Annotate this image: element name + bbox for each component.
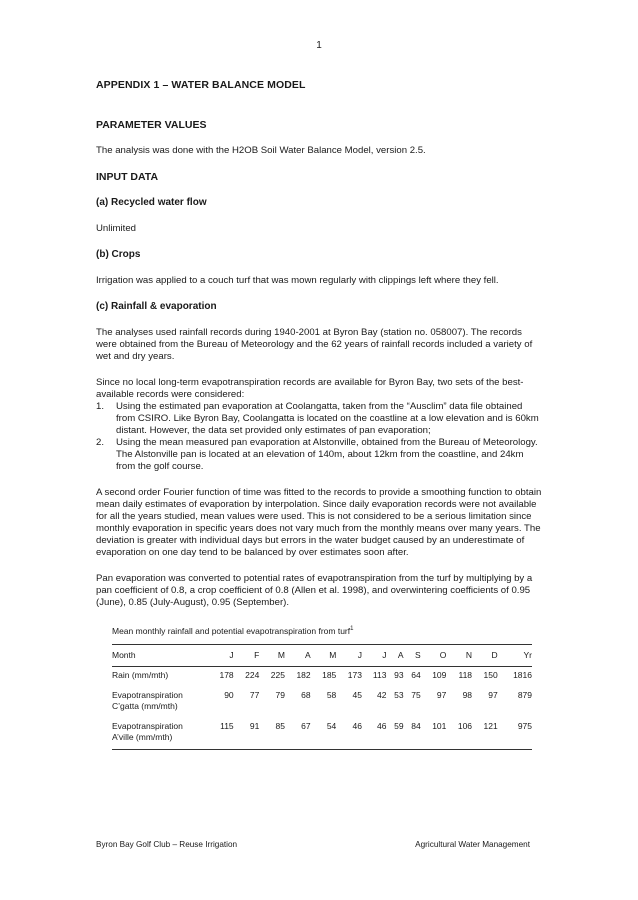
table-cell: 225 xyxy=(270,669,285,680)
table-caption-text: Mean monthly rainfall and potential evapotranspiration from turf xyxy=(112,625,351,636)
table-cell: 42 xyxy=(377,689,387,700)
table-cell: 75 xyxy=(411,689,421,700)
column-header: S xyxy=(404,644,421,666)
row-label xyxy=(112,718,208,750)
column-header: D xyxy=(472,644,498,666)
rainfall-evaporation-table xyxy=(112,644,532,750)
row-label-line-1: Evapotranspiration xyxy=(112,689,183,700)
row-label-line-1: Rain (mm/mth) xyxy=(112,669,169,680)
table-cell: 97 xyxy=(436,689,447,700)
rainfall-paragraph-3: A second order Fourier function of time was fitted to the records to provide a smoothing function to obtain mean daily estimates of evaporation by interpolation. Since daily evaporation records were not available for all the years studied, mean values were used. This is not considered to be a serious limitation since monthly evaporation in specific years does not vary much from the monthly means over many years. The deviation is greater with individual days but errors in the water budget caused by an underestimate of evaporation on one day tend to be balanced by over estimates soon after. xyxy=(96,487,542,558)
table-cell: 90 xyxy=(224,689,234,700)
crops-text: Irrigation was applied to a couch turf that was mown regularly with clippings left where they fell. xyxy=(96,275,499,286)
column-header: N xyxy=(446,644,472,666)
table-cell: 79 xyxy=(275,689,285,700)
table-cell: 975 xyxy=(498,718,532,750)
table-cell: 98 xyxy=(462,689,473,700)
table-cell: 185 xyxy=(322,669,337,680)
table-cell: 58 xyxy=(326,689,337,700)
column-header: O xyxy=(421,644,447,666)
table-cell: 68 xyxy=(301,689,311,700)
list-item-number: 2. xyxy=(96,437,105,448)
crops-heading: (b) Crops xyxy=(96,249,141,260)
table-cell: 118 xyxy=(458,669,473,680)
column-header: A xyxy=(386,644,403,666)
list-item-text: Using the estimated pan evaporation at Coolangatta, taken from the “Ausclim” data file obtained from CSIRO. Like Byron Bay, Coolangatta is located on the coastline at a low elevation and is 60km distant. However, the data set provided only estimates of pan evaporation; xyxy=(116,401,539,436)
footer-right: Agricultural Water Management xyxy=(415,840,530,849)
table-cell: 224 xyxy=(245,669,260,680)
evaporation-sources-list xyxy=(96,401,542,473)
table-cell: 879 xyxy=(517,689,532,700)
table-row xyxy=(112,718,532,750)
column-header: J xyxy=(208,644,234,666)
table-cell: 115 xyxy=(208,718,234,750)
table-header-row xyxy=(112,644,532,666)
appendix-title: APPENDIX 1 – WATER BALANCE MODEL xyxy=(96,79,306,91)
input-data-heading: INPUT DATA xyxy=(96,171,159,183)
column-header: J xyxy=(336,644,362,666)
table-row xyxy=(112,687,532,718)
table-cell: 97 xyxy=(488,689,498,700)
table-cell: 178 xyxy=(219,669,234,680)
parameter-values-heading: PARAMETER VALUES xyxy=(96,119,207,131)
table-cell: 46 xyxy=(362,718,387,750)
rainfall-heading: (c) Rainfall & evaporation xyxy=(96,301,217,312)
table-cell: 109 xyxy=(432,669,447,680)
table-cell: 106 xyxy=(446,718,472,750)
parameter-values-text: The analysis was done with the H2OB Soil Water Balance Model, version 2.5. xyxy=(96,145,426,156)
table-cell: 121 xyxy=(472,718,498,750)
table-cell: 67 xyxy=(285,718,311,750)
row-label xyxy=(112,666,208,687)
table-cell: 64 xyxy=(411,669,421,680)
table-caption-footnote-mark: 1 xyxy=(350,626,354,632)
table-cell: 54 xyxy=(311,718,337,750)
recycled-water-heading: (a) Recycled water flow xyxy=(96,197,207,208)
page-number: 1 xyxy=(316,40,322,51)
table-cell: 59 xyxy=(386,718,403,750)
table-cell: 101 xyxy=(421,718,447,750)
row-label xyxy=(112,687,208,718)
column-header: Month xyxy=(112,644,208,666)
table-cell: 84 xyxy=(404,718,421,750)
list-item xyxy=(96,401,542,437)
list-item-number: 1. xyxy=(96,401,105,412)
footer-left: Byron Bay Golf Club – Reuse Irrigation xyxy=(96,840,238,849)
row-label-line-2: C’gatta (mm/mth) xyxy=(112,700,178,711)
row-label-line-1: Evapotranspiration xyxy=(112,720,183,731)
table-cell: 91 xyxy=(234,718,260,750)
rainfall-paragraph-4: Pan evaporation was converted to potential rates of evapotranspiration from the turf by multiplying by a pan coefficient of 0.8, a crop coefficient of 0.8 (Allen et al. 1998), and overwintering coefficients of 0.95 (June), 0.85 (July-August), 0.95 (September). xyxy=(96,573,533,608)
table-cell: 93 xyxy=(394,669,404,680)
rainfall-paragraph-2: Since no local long-term evapotranspiration records are available for Byron Bay, two sets of the best-available records were considered: xyxy=(96,377,524,400)
document-body xyxy=(96,79,542,750)
column-header: F xyxy=(234,644,260,666)
table-cell: 46 xyxy=(336,718,362,750)
table-cell: 150 xyxy=(483,669,498,680)
column-header: M xyxy=(311,644,337,666)
table-row xyxy=(112,666,532,687)
table-cell: 1816 xyxy=(513,669,532,680)
table-cell: 113 xyxy=(372,669,387,680)
table-cell: 182 xyxy=(296,669,311,680)
column-header: J xyxy=(362,644,387,666)
row-label-line-2: A’ville (mm/mth) xyxy=(112,731,173,742)
column-header: Yr xyxy=(498,644,532,666)
list-item-text: Using the mean measured pan evaporation at Alstonville, obtained from the Bureau of Meteorology. The Alstonville pan is located at an elevation of 140m, about 12km from the coastline, and 24km from the golf course. xyxy=(116,437,538,472)
table-cell: 173 xyxy=(347,669,362,680)
table-cell: 85 xyxy=(259,718,285,750)
list-item xyxy=(96,437,542,473)
table-cell: 45 xyxy=(352,689,362,700)
table-cell: 53 xyxy=(394,689,404,700)
rainfall-paragraph-1: The analyses used rainfall records during 1940-2001 at Byron Bay (station no. 058007). The records were obtained from the Bureau of Meteorology and the 62 years of rainfall records included a variety of wet and dry years. xyxy=(96,327,533,362)
column-header: A xyxy=(285,644,311,666)
recycled-water-text: Unlimited xyxy=(96,223,136,234)
column-header: M xyxy=(259,644,285,666)
table-cell: 77 xyxy=(249,689,260,700)
table-caption xyxy=(112,623,542,637)
